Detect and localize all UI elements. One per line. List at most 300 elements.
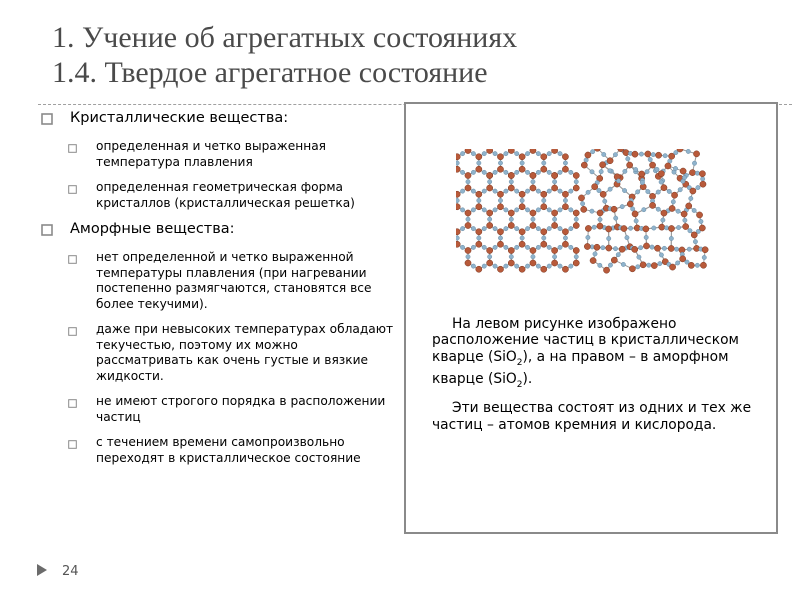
oxygen-atom: [569, 170, 573, 174]
oxygen-atom: [648, 157, 652, 161]
oxygen-atom: [471, 226, 475, 230]
silicon-atom: [497, 241, 503, 247]
oxygen-atom: [651, 152, 655, 156]
oxygen-atom: [696, 185, 700, 189]
silicon-atom: [702, 247, 708, 253]
oxygen-atom: [493, 226, 497, 230]
silicon-atom: [699, 171, 705, 177]
oxygen-atom: [650, 245, 654, 249]
silicon-atom: [573, 222, 579, 228]
oxygen-atom: [552, 180, 556, 184]
silicon-atom: [691, 232, 697, 238]
oxygen-atom: [509, 217, 513, 221]
oxygen-atom: [525, 208, 529, 212]
oxygen-atom: [493, 264, 497, 268]
silicon-atom: [632, 246, 638, 252]
silicon-atom: [508, 149, 514, 154]
silicon-atom: [649, 202, 655, 208]
oxygen-atom: [498, 236, 502, 240]
oxygen-atom: [542, 198, 546, 202]
silicon-atom: [530, 210, 536, 216]
silicon-atom: [669, 153, 675, 159]
oxygen-atom: [456, 161, 459, 165]
oxygen-atom: [493, 208, 497, 212]
oxygen-atom: [631, 207, 635, 211]
silicon-atom: [456, 166, 460, 172]
oxygen-atom: [520, 161, 524, 165]
square-bullet-icon: [68, 327, 77, 336]
silicon-atom: [530, 149, 536, 154]
silicon-atom: [497, 154, 503, 160]
oxygen-atom: [667, 189, 671, 193]
silicon-atom: [487, 185, 493, 191]
silicon-atom: [597, 210, 603, 216]
silicon-atom: [690, 188, 696, 194]
silicon-atom: [562, 229, 568, 235]
silicon-atom: [552, 172, 558, 178]
oxygen-atom: [593, 252, 597, 256]
oxygen-atom: [599, 169, 603, 173]
oxygen-atom: [580, 201, 584, 205]
silicon-atom: [658, 171, 664, 177]
oxygen-atom: [634, 219, 638, 223]
oxygen-atom: [525, 226, 529, 230]
oxygen-atom: [552, 217, 556, 221]
oxygen-atom: [569, 208, 573, 212]
silicon-atom: [668, 225, 674, 231]
silicon-atom: [562, 154, 568, 160]
silicon-atom: [530, 247, 536, 253]
silicon-atom: [632, 211, 638, 217]
silicon-atom: [456, 154, 460, 160]
oxygen-atom: [536, 189, 540, 193]
silicon-atom: [497, 166, 503, 172]
silicon-atom: [621, 225, 627, 231]
silicon-atom: [465, 247, 471, 253]
silicon-atom: [700, 181, 706, 187]
silicon-atom: [497, 191, 503, 197]
silicon-atom: [508, 210, 514, 216]
silicon-atom: [645, 151, 651, 157]
oxygen-atom: [640, 180, 644, 184]
bullet-list: [40, 110, 395, 476]
oxygen-atom: [656, 207, 660, 211]
oxygen-atom: [661, 218, 665, 222]
oxygen-atom: [563, 198, 567, 202]
oxygen-atom: [683, 218, 687, 222]
oxygen-atom: [471, 245, 475, 249]
oxygen-atom: [558, 151, 562, 155]
oxygen-atom: [688, 229, 692, 233]
oxygen-atom: [471, 189, 475, 193]
silicon-atom: [585, 152, 591, 158]
oxygen-atom: [633, 167, 637, 171]
oxygen-atom: [563, 236, 567, 240]
silicon-atom: [519, 154, 525, 160]
oxygen-atom: [536, 170, 540, 174]
silicon-atom: [519, 241, 525, 247]
oxygen-atom: [515, 151, 519, 155]
oxygen-atom: [498, 161, 502, 165]
silicon-atom: [643, 226, 649, 232]
oxygen-atom: [493, 170, 497, 174]
oxygen-atom: [608, 169, 612, 173]
oxygen-atom: [525, 264, 529, 268]
title-line-1: 1. Учение об агрегатных состояниях: [52, 21, 518, 54]
silicon-atom: [584, 243, 590, 249]
oxygen-atom: [536, 208, 540, 212]
oxygen-atom: [504, 189, 508, 193]
oxygen-atom: [525, 151, 529, 155]
silicon-atom: [629, 266, 635, 272]
oxygen-atom: [663, 154, 667, 158]
silicon-atom: [487, 149, 493, 154]
oxygen-atom: [456, 236, 459, 240]
silicon-atom: [665, 163, 671, 169]
silicon-atom: [562, 204, 568, 210]
silicon-atom: [573, 260, 579, 266]
oxygen-atom: [675, 261, 679, 265]
silicon-atom: [541, 191, 547, 197]
oxygen-atom: [598, 217, 602, 221]
silicon-atom: [603, 267, 609, 273]
oxygen-atom: [515, 189, 519, 193]
silicon-atom: [669, 264, 675, 270]
oxygen-atom: [673, 166, 677, 170]
silicon-atom: [456, 229, 460, 235]
silicon-atom: [689, 170, 695, 176]
silicon-atom: [671, 192, 677, 198]
oxygen-atom: [616, 252, 620, 256]
oxygen-atom: [493, 245, 497, 249]
oxygen-atom: [590, 209, 594, 213]
oxygen-atom: [620, 204, 624, 208]
oxygen-atom: [466, 217, 470, 221]
silicon-atom: [541, 204, 547, 210]
oxygen-atom: [493, 189, 497, 193]
oxygen-atom: [477, 236, 481, 240]
oxygen-atom: [590, 149, 594, 153]
oxygen-atom: [652, 226, 656, 230]
oxygen-atom: [569, 189, 573, 193]
oxygen-atom: [569, 264, 573, 268]
oxygen-atom: [601, 245, 605, 249]
oxygen-atom: [482, 264, 486, 268]
oxygen-atom: [531, 180, 535, 184]
silicon-atom: [476, 266, 482, 272]
oxygen-atom: [636, 265, 640, 269]
silicon-atom: [686, 203, 692, 209]
oxygen-atom: [614, 216, 618, 220]
silicon-atom: [600, 191, 606, 197]
oxygen-atom: [547, 189, 551, 193]
bullet-crystalline-heading: Кристаллические вещества:: [40, 110, 395, 127]
silicon-atom: [541, 166, 547, 172]
oxygen-atom: [482, 208, 486, 212]
oxygen-atom: [574, 217, 578, 221]
silicon-atom: [683, 223, 689, 229]
silicon-atom: [627, 162, 633, 168]
oxygen-atom: [602, 152, 606, 156]
oxygen-atom: [674, 247, 678, 251]
silicon-atom: [552, 260, 558, 266]
oxygen-atom: [547, 264, 551, 268]
square-bullet-icon: [68, 185, 77, 194]
figure-panel: [404, 102, 778, 534]
silicon-atom: [508, 185, 514, 191]
silicon-atom: [597, 223, 603, 229]
oxygen-atom: [598, 263, 602, 267]
oxygen-atom: [639, 152, 643, 156]
hollow-square-bullet-icon: [40, 112, 54, 126]
oxygen-atom: [687, 247, 691, 251]
silicon-atom: [668, 245, 674, 251]
oxygen-atom: [637, 255, 641, 259]
oxygen-atom: [471, 208, 475, 212]
oxygen-atom: [456, 198, 459, 202]
silicon-atom: [607, 158, 613, 164]
silicon-atom: [541, 241, 547, 247]
oxygen-atom: [590, 170, 594, 174]
oxygen-atom: [525, 189, 529, 193]
oxygen-atom: [678, 188, 682, 192]
oxygen-atom: [515, 208, 519, 212]
oxygen-atom: [515, 245, 519, 249]
silicon-atom: [699, 225, 705, 231]
silicon-atom: [632, 151, 638, 157]
oxygen-atom: [558, 170, 562, 174]
oxygen-atom: [482, 151, 486, 155]
silicon-atom: [552, 185, 558, 191]
oxygen-atom: [656, 190, 660, 194]
silicon-atom: [700, 262, 706, 268]
bullet-item: с течением времени самопроизвольно переходят в кристаллическое состояние: [40, 435, 395, 466]
oxygen-atom: [515, 264, 519, 268]
silicon-atom: [640, 262, 646, 268]
silicon-atom: [659, 224, 665, 230]
silicon-atom: [573, 172, 579, 178]
oxygen-atom: [466, 180, 470, 184]
oxygen-atom: [460, 208, 464, 212]
silicon-atom: [519, 204, 525, 210]
silicon-atom: [519, 229, 525, 235]
square-bullet-icon: [68, 440, 77, 449]
oxygen-atom: [613, 152, 617, 156]
oxygen-atom: [584, 158, 588, 162]
silicon-atom: [465, 172, 471, 178]
silicon-atom: [562, 191, 568, 197]
oxygen-atom: [647, 263, 651, 267]
silicon-atom: [487, 222, 493, 228]
oxygen-atom: [625, 235, 629, 239]
figure-caption: [432, 316, 754, 440]
oxygen-atom: [574, 180, 578, 184]
silicon-atom: [594, 244, 600, 250]
oxygen-atom: [626, 157, 630, 161]
silicon-atom: [465, 260, 471, 266]
oxygen-atom: [681, 179, 685, 183]
oxygen-atom: [547, 226, 551, 230]
silicon-atom: [606, 245, 612, 251]
oxygen-atom: [520, 198, 524, 202]
oxygen-atom: [482, 170, 486, 174]
oxygen-atom: [509, 255, 513, 259]
square-bullet-icon: [68, 255, 77, 264]
silicon-atom: [573, 210, 579, 216]
oxygen-atom: [592, 225, 596, 229]
oxygen-atom: [569, 226, 573, 230]
silicon-atom: [651, 262, 657, 268]
oxygen-atom: [471, 264, 475, 268]
oxygen-atom: [460, 189, 464, 193]
oxygen-atom: [659, 180, 663, 184]
oxygen-atom: [525, 245, 529, 249]
silicon-atom: [606, 226, 612, 232]
silicon-atom: [541, 229, 547, 235]
oxygen-atom: [509, 180, 513, 184]
oxygen-atom: [471, 151, 475, 155]
silicon-atom: [476, 154, 482, 160]
silicon-atom: [552, 149, 558, 154]
oxygen-atom: [482, 245, 486, 249]
oxygen-atom: [515, 170, 519, 174]
oxygen-atom: [693, 239, 697, 243]
silicon-atom: [562, 241, 568, 247]
oxygen-atom: [628, 226, 632, 230]
oxygen-atom: [608, 263, 612, 267]
oxygen-atom: [655, 167, 659, 171]
silicon-atom: [627, 201, 633, 207]
oxygen-atom: [692, 161, 696, 165]
oxygen-atom: [669, 236, 673, 240]
bullet-item: определенная геометрическая форма кристаллов (кристаллическая решетка): [40, 180, 395, 211]
oxygen-atom: [504, 245, 508, 249]
oxygen-atom: [547, 245, 551, 249]
oxygen-atom: [676, 225, 680, 229]
hollow-square-bullet-icon: [40, 223, 54, 237]
silicon-atom: [680, 256, 686, 262]
silicon-atom: [530, 222, 536, 228]
caption-paragraph-2: Эти вещества состоят из одних и тех же частиц – атомов кремния и кислорода.: [432, 400, 752, 433]
oxygen-atom: [586, 235, 590, 239]
oxygen-atom: [638, 245, 642, 249]
oxygen-atom: [477, 161, 481, 165]
bullet-item: определенная и четко выраженная температура плавления: [40, 139, 395, 170]
oxygen-atom: [623, 169, 627, 173]
oxygen-atom: [689, 196, 693, 200]
silicon-atom: [497, 229, 503, 235]
oxygen-atom: [460, 170, 464, 174]
oxygen-atom: [597, 188, 601, 192]
silicon-atom: [552, 222, 558, 228]
silicon-atom: [519, 266, 525, 272]
silicon-atom: [562, 166, 568, 172]
oxygen-atom: [504, 151, 508, 155]
oxygen-atom: [536, 151, 540, 155]
oxygen-atom: [686, 149, 690, 153]
oxygen-atom: [547, 170, 551, 174]
silicon-atom: [508, 247, 514, 253]
silicon-atom: [599, 162, 605, 168]
caption-paragraph-1: На левом рисунке изображено расположение частиц в кристаллическом кварце (SiO$_2$), а на правом – в аморфном кварце (SiO$_2$).: [432, 316, 739, 390]
silicon-atom: [573, 247, 579, 253]
silicon-atom: [581, 162, 587, 168]
oxygen-atom: [482, 226, 486, 230]
oxygen-atom: [482, 189, 486, 193]
bullet-amorphous-heading: Аморфные вещества:: [40, 221, 395, 238]
silicon-atom: [661, 185, 667, 191]
oxygen-atom: [563, 161, 567, 165]
oxygen-atom: [547, 208, 551, 212]
silicon-atom: [487, 210, 493, 216]
title-line-2: 1.4. Твердое агрегатное состояние: [52, 56, 488, 89]
oxygen-atom: [699, 219, 703, 223]
silicon-atom: [688, 262, 694, 268]
oxygen-atom: [471, 170, 475, 174]
silicon-atom: [456, 241, 460, 247]
oxygen-atom: [644, 235, 648, 239]
oxygen-atom: [460, 151, 464, 155]
silicon-atom: [530, 185, 536, 191]
oxygen-atom: [658, 261, 662, 265]
oxygen-atom: [547, 151, 551, 155]
oxygen-atom: [621, 262, 625, 266]
silicon-atom: [508, 172, 514, 178]
silicon-atom: [487, 247, 493, 253]
silicon-atom: [578, 195, 584, 201]
oxygen-atom: [668, 159, 672, 163]
oxygen-atom: [531, 217, 535, 221]
square-bullet-icon: [68, 399, 77, 408]
oxygen-atom: [558, 208, 562, 212]
silicon-atom: [661, 210, 667, 216]
oxygen-atom: [569, 245, 573, 249]
oxygen-atom: [635, 190, 639, 194]
oxygen-atom: [646, 189, 650, 193]
silicon-atom: [552, 210, 558, 216]
oxygen-atom: [676, 209, 680, 213]
silicon-atom: [611, 257, 617, 263]
oxygen-atom: [466, 255, 470, 259]
silicon-atom: [696, 212, 702, 218]
oxygen-atom: [664, 226, 668, 230]
silicon-atom: [552, 247, 558, 253]
oxygen-atom: [558, 226, 562, 230]
silicon-atom: [519, 191, 525, 197]
silicon-atom: [619, 246, 625, 252]
oxygen-atom: [536, 264, 540, 268]
silicon-atom: [562, 266, 568, 272]
silicon-atom: [611, 206, 617, 212]
oxygen-atom: [659, 253, 663, 257]
oxygen-atom: [586, 190, 590, 194]
silicon-atom: [541, 154, 547, 160]
oxygen-atom: [487, 255, 491, 259]
silicon-atom: [487, 260, 493, 266]
silicon-atom: [680, 168, 686, 174]
oxygen-atom: [574, 255, 578, 259]
silicon-atom: [497, 204, 503, 210]
silicon-atom: [465, 185, 471, 191]
oxygen-atom: [531, 255, 535, 259]
silicon-atom: [639, 171, 645, 177]
silicon-atom: [585, 225, 591, 231]
silicon-atom: [508, 222, 514, 228]
oxygen-atom: [542, 161, 546, 165]
oxygen-atom: [558, 189, 562, 193]
oxygen-atom: [493, 151, 497, 155]
oxygen-atom: [477, 198, 481, 202]
